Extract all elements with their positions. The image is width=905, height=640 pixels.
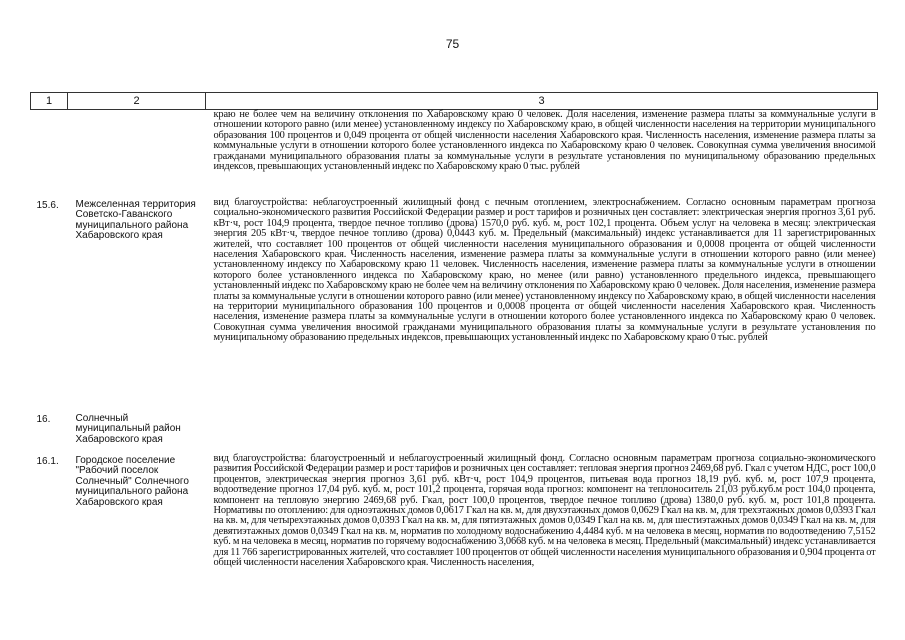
table-row <box>31 412 878 454</box>
row-number: 16.1. <box>36 456 59 467</box>
municipality-name: Городское поселение "Рабочий поселок Солнечный" Солнечного муниципального района Хабаровского края <box>75 455 189 508</box>
municipality-name: Солнечный муниципальный район Хабаровского края <box>75 413 181 445</box>
municipality-name <box>68 110 206 199</box>
row-description: вид благоустройства: неблагоустроенный жилищный фонд с печным отоплением, электроснабжением. Согласно основным параметрам прогноза социально-экономического развития Российской Федерации размер и рост тарифов и розничных цен составляет: электрическая энергия прогноз 3,61 руб. кВт·ч, рост 104,9 процента, твердое печное топливо (дрова) 1570,0 руб. куб. м, рост 102,1 процента. Объем услуг на человека в месяц: электрическая энергия 205 кВт·ч, твердое печное топливо (дрова) 0,0443 куб. м. Предельный (максимальный) индекс устанавливается для 11 зарегистрированных жителей, что составляет 100 процентов от общей численности населения муниципального образования и 0,0008 процента от общей численности населения Хабаровского края. Численность населения, изменение размера платы за коммунальные услуги в отношении которого равно (или менее) установленному индексу по Хабаровскому краю 11 человек. Численность населения, изменение размера платы за коммунальные услуги в отношении которого более установленного индекса по Хабаровскому краю, но менее (или равно) установленного предельного индекса, превышающего установленный индекс по Хабаровскому краю не более чем на величину отклонения по Хабаровскому краю 0 человек. Доля населения, изменение размера платы за коммунальные услуги в отношении которого равно (или менее) установленному индексу по Хабаровскому краю, в общей численности населения на территории муниципального образования 100 процентов и 0,0008 процента от общей численности населения Хабаровского края. Численность населения, изменение размера платы за коммунальные услуги в отношении которого более установленного индекса по Хабаровскому краю 0 человек. Совокупная сумма увеличения вносимой гражданами муниципального образования платы за коммунальные услуги в результате установления по муниципальному образованию предельных индексов, превышающих установленный индекс по Хабаровскому краю 0 тыс. рублей <box>213 197 876 344</box>
row-number <box>31 110 68 199</box>
row-description: вид благоустройства: благоустроенный и неблагоустроенный жилищный фонд. Согласно основным параметрам прогноза социально-экономического развития Российской Федерации размер и рост тарифов и розничных цен составляет: тепловая энергия прогноз 2469,68 руб. Гкал с учетом НДС, рост 100,0 процентов, электрическая энергия прогноз 3,61 руб. кВт·ч, рост 104,9 процентов, питьевая вода прогноз 18,19 руб. куб. м, рост 107,9 процента, водоотведение прогноз 17,04 руб. куб. м, рост 101,2 процента, горячая вода прогноз: компонент на теплоноситель 21,03 руб.куб.м рост 104,0 процента, компонент на тепловую энергию 2469,68 руб. Гкал, рост 100,0 процентов, твердое печное топливо (дрова) 1380,0 руб. куб. м, рост 101,8 процента. Нормативы по отоплению: для одноэтажных домов 0,0617 Гкал на кв. м, для двухэтажных домов 0,0629 Гкал на кв. м, для трехэтажных домов 0,0393 Гкал на кв. м, для четырехэтажных домов 0,0393 Гкал на кв. м, для пятиэтажных домов 0,0349 Гкал на кв. м, для шестиэтажных домов 0,0349 Гкал на кв. м, для девятиэтажных домов 0,0349 Гкал на кв. м, норматив по холодному водоснабжению 4,4484 куб. м на человека в месяц, норматив по водоотведению 7,5152 куб. м на человека в месяц, норматив по горячему водоснабжению 3,0668 куб. м на человека в месяц. Предельный (максимальный) индекс устанавливается для 11 766 зарегистрированных жителей, что составляет 100 процентов от общей численности населения муниципального образования и 0,904 процента от общей численности населения Хабаровского края. Численность населения, <box>213 453 876 569</box>
header-col-3: 3 <box>206 93 878 110</box>
row-number: 15.6. <box>36 200 59 211</box>
page-number: 75 <box>445 37 460 51</box>
municipality-name: Межселенная территория Советско-Гаванского муниципального района Хабаровского края <box>75 199 196 242</box>
header-col-2: 2 <box>68 93 206 110</box>
tariff-index-table <box>30 92 878 568</box>
table-header <box>31 93 878 110</box>
row-description: краю не более чем на величину отклонения по Хабаровскому краю 0 человек. Доля населения, изменение размера платы за коммунальные услуги в отношении которого равно (или менее) установленному индексу по Хабаровскому краю, в общей численности населения на территории муниципального образования 100 процентов и 0,049 процента от общей численности населения Хабаровского края. Численность населения, изменение размера платы за коммунальные услуги в отношении которого более установленного индекса по Хабаровскому краю 0 человек. Совокупная сумма увеличения вносимой гражданами муниципального образования платы за коммунальные услуги в результате установления по муниципальному образованию предельных индексов, превышающих установленный индекс по Хабаровскому краю 0 тыс. рублей <box>213 109 876 173</box>
row-description <box>206 412 878 454</box>
row-number: 16. <box>36 414 51 425</box>
table-row <box>31 198 878 412</box>
header-col-1: 1 <box>31 93 68 110</box>
table-row <box>31 454 878 568</box>
table-row <box>31 110 878 199</box>
